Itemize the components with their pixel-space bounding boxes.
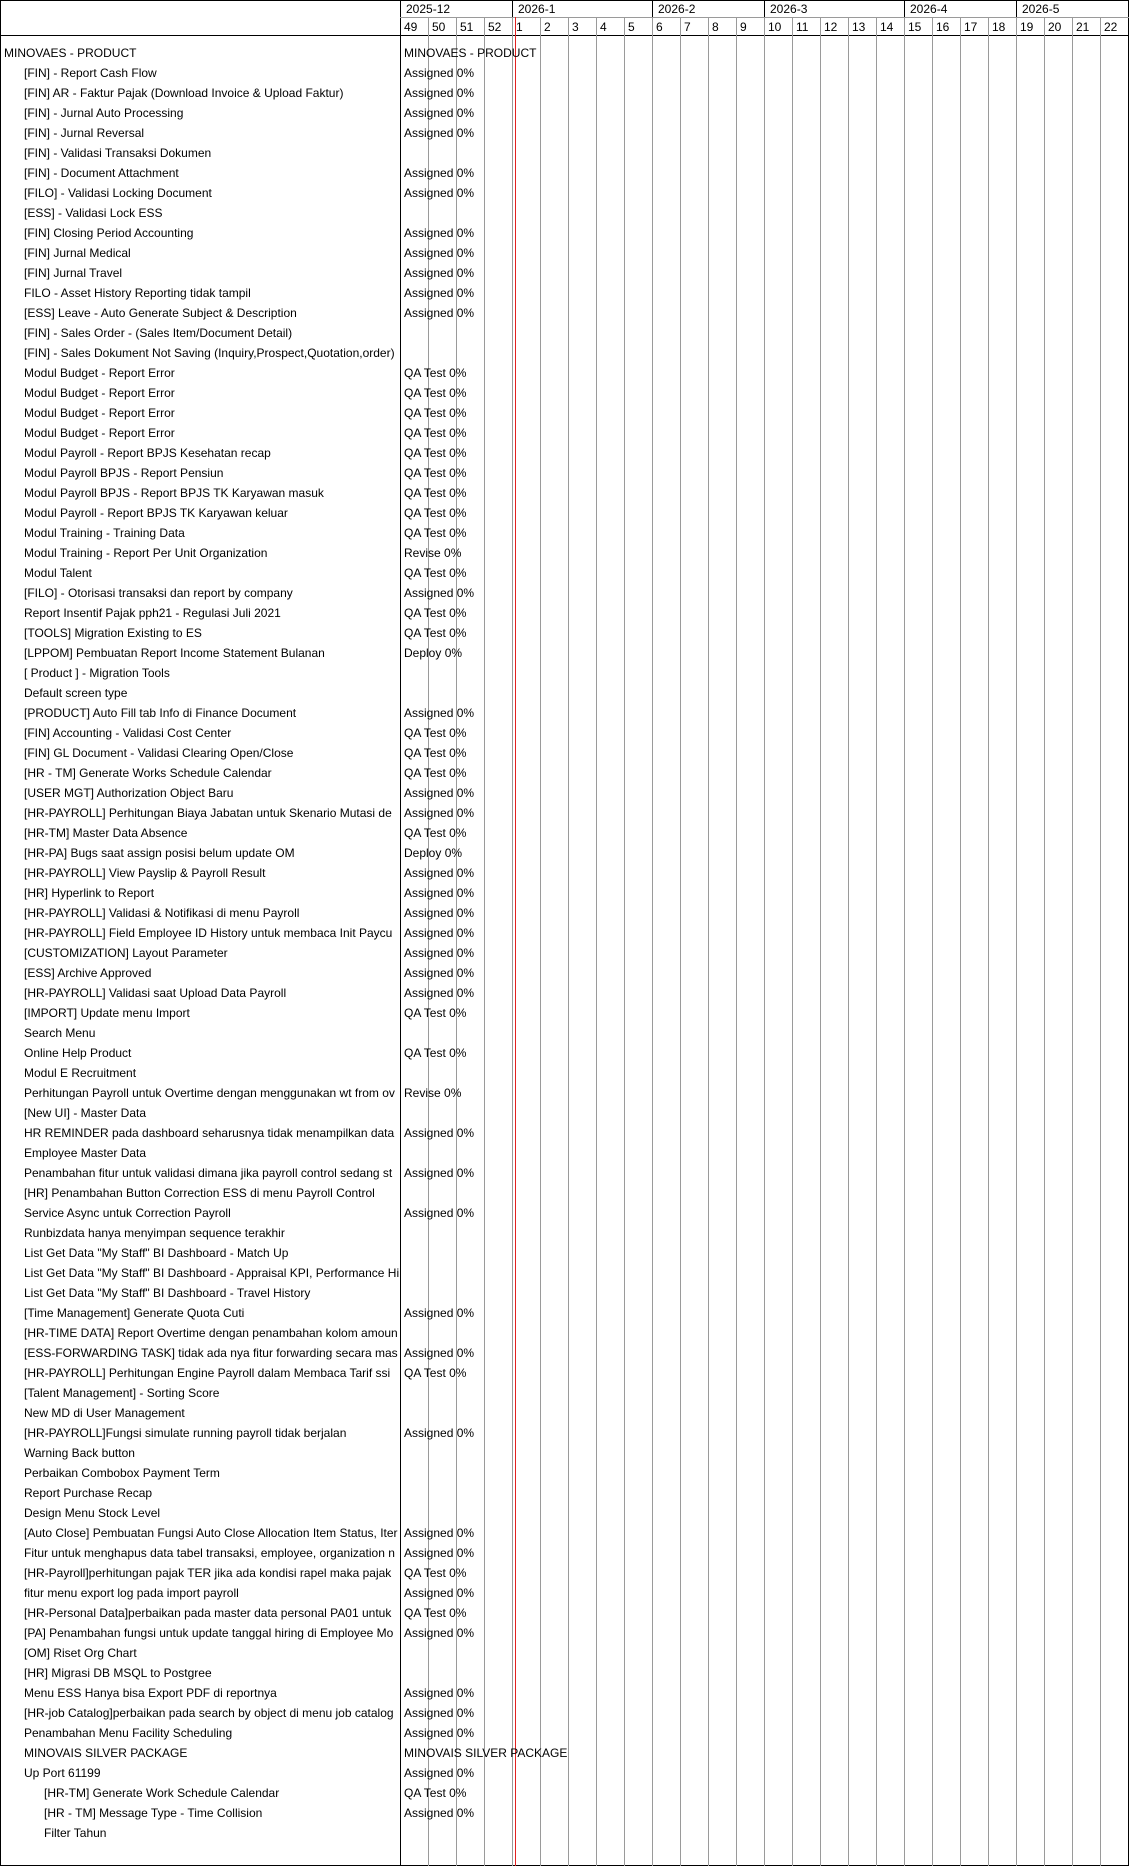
week-label: 49	[404, 20, 418, 34]
week-label: 2	[544, 20, 551, 34]
task-status: QA Test 0%	[404, 526, 467, 540]
task-status: QA Test 0%	[404, 1606, 467, 1620]
task-row[interactable]: [FIN] AR - Faktur Pajak (Download Invoice & Upload Faktur)	[24, 86, 344, 100]
month-label: 2026-2	[658, 2, 696, 16]
task-row[interactable]: [Talent Management] - Sorting Score	[24, 1386, 220, 1400]
task-row[interactable]: Modul Talent	[24, 566, 92, 580]
task-status: Revise 0%	[404, 546, 462, 560]
task-status: Assigned 0%	[404, 866, 475, 880]
task-status	[404, 343, 1124, 363]
task-row[interactable]: [FIN] - Sales Order - (Sales Item/Document Detail)	[24, 326, 293, 340]
task-row[interactable]: [FIN] - Sales Dokument Not Saving (Inquiry,Prospect,Quotation,order)	[24, 346, 395, 360]
task-row[interactable]: [HR-PAYROLL] Validasi saat Upload Data Payroll	[24, 986, 287, 1000]
task-row[interactable]: [FILO] - Validasi Locking Document	[24, 186, 212, 200]
task-row[interactable]: [FIN] Closing Period Accounting	[24, 226, 194, 240]
task-row[interactable]: List Get Data "My Staff" BI Dashboard - Match Up	[24, 1246, 289, 1260]
task-row[interactable]: [HR-PAYROLL] View Payslip & Payroll Result	[24, 866, 266, 880]
week-label: 19	[1020, 20, 1034, 34]
task-row[interactable]: [HR-TIME DATA] Report Overtime dengan penambahan kolom amoun	[24, 1326, 398, 1340]
task-row[interactable]: Warning Back button	[24, 1446, 135, 1460]
task-row[interactable]: [HR-job Catalog]perbaikan pada search by object di menu job catalog	[24, 1706, 394, 1720]
task-status: Assigned 0%	[404, 266, 475, 280]
task-row[interactable]: [HR-PAYROLL] Perhitungan Engine Payroll dalam Membaca Tarif ssi	[24, 1366, 391, 1380]
task-status: Deploy 0%	[404, 846, 463, 860]
task-row[interactable]: Modul Payroll - Report BPJS TK Karyawan keluar	[24, 506, 288, 520]
task-status: QA Test 0%	[404, 1366, 467, 1380]
task-status	[404, 323, 1124, 343]
task-status: Assigned 0%	[404, 1346, 475, 1360]
task-row[interactable]: List Get Data "My Staff" BI Dashboard - Appraisal KPI, Performance Hi	[24, 1266, 400, 1280]
task-row[interactable]: [TOOLS] Migration Existing to ES	[24, 626, 202, 640]
task-row[interactable]: [HR-PAYROLL] Validasi & Notifikasi di menu Payroll	[24, 906, 300, 920]
task-status: QA Test 0%	[404, 1006, 467, 1020]
task-status	[404, 1143, 1124, 1163]
task-row[interactable]: [LPPOM] Pembuatan Report Income Statement Bulanan	[24, 646, 325, 660]
task-status: QA Test 0%	[404, 766, 467, 780]
gantt-bars	[404, 43, 1124, 1843]
task-row[interactable]: [ESS] - Validasi Lock ESS	[24, 206, 163, 220]
task-status: QA Test 0%	[404, 1566, 467, 1580]
task-row[interactable]: [HR-PAYROLL]Fungsi simulate running payroll tidak berjalan	[24, 1426, 347, 1440]
task-status: Assigned 0%	[404, 886, 475, 900]
week-label: 1	[516, 20, 523, 34]
task-row[interactable]: [HR-PA] Bugs saat assign posisi belum update OM	[24, 846, 295, 860]
task-row[interactable]: Modul E Recruitment	[24, 1066, 137, 1080]
task-status	[404, 663, 1124, 683]
task-row[interactable]: Search Menu	[24, 1026, 96, 1040]
task-row[interactable]: fitur menu export log pada import payroll	[24, 1586, 239, 1600]
task-status: QA Test 0%	[404, 826, 467, 840]
task-status: Assigned 0%	[404, 706, 475, 720]
week-label: 6	[656, 20, 663, 34]
week-label: 7	[684, 20, 691, 34]
task-status: Assigned 0%	[404, 186, 475, 200]
task-status: QA Test 0%	[404, 606, 467, 620]
task-status: Assigned 0%	[404, 1426, 475, 1440]
task-status	[404, 1483, 1124, 1503]
task-status: Assigned 0%	[404, 1306, 475, 1320]
task-status	[404, 1023, 1124, 1043]
task-status: QA Test 0%	[404, 1786, 467, 1800]
task-row[interactable]: [PRODUCT] Auto Fill tab Info di Finance Document	[24, 706, 297, 720]
month-label: 2025-12	[406, 2, 451, 16]
task-status: Assigned 0%	[404, 1166, 475, 1180]
task-status: Assigned 0%	[404, 1126, 475, 1140]
task-status: Assigned 0%	[404, 1626, 475, 1640]
task-row[interactable]: [FIN] Jurnal Medical	[24, 246, 131, 260]
week-label: 20	[1048, 20, 1062, 34]
task-row[interactable]: Default screen type	[24, 686, 128, 700]
task-row[interactable]: Service Async untuk Correction Payroll	[24, 1206, 231, 1220]
task-row[interactable]: [Auto Close] Pembuatan Fungsi Auto Close Allocation Item Status, Iter	[24, 1526, 398, 1540]
task-status	[404, 1103, 1124, 1123]
task-row[interactable]: HR REMINDER pada dashboard seharusnya tidak menampilkan data	[24, 1126, 395, 1140]
task-row[interactable]: [HR - TM] Generate Works Schedule Calendar	[24, 766, 272, 780]
week-label: 4	[600, 20, 607, 34]
package-row[interactable]: Up Port 61199	[24, 1766, 101, 1780]
task-status: Deploy 0%	[404, 646, 463, 660]
task-status: QA Test 0%	[404, 506, 467, 520]
task-status: Assigned 0%	[404, 966, 475, 980]
task-row[interactable]: Modul Payroll BPJS - Report BPJS TK Karyawan masuk	[24, 486, 324, 500]
task-row[interactable]: Report Insentif Pajak pph21 - Regulasi Juli 2021	[24, 606, 281, 620]
month-label: 2026-5	[1022, 2, 1060, 16]
week-label: 21	[1076, 20, 1090, 34]
task-row[interactable]: Perhitungan Payroll untuk Overtime dengan menggunakan wt from ov	[24, 1086, 395, 1100]
task-status: Assigned 0%	[404, 66, 475, 80]
task-status: QA Test 0%	[404, 566, 467, 580]
task-status: Assigned 0%	[404, 126, 475, 140]
task-status: QA Test 0%	[404, 626, 467, 640]
task-row[interactable]: [FIN] - Document Attachment	[24, 166, 179, 180]
task-status: Assigned 0%	[404, 586, 475, 600]
month-label: 2026-1	[518, 2, 556, 16]
week-label: 8	[712, 20, 719, 34]
task-row[interactable]: Design Menu Stock Level	[24, 1506, 161, 1520]
task-status	[404, 683, 1124, 703]
task-status	[404, 1323, 1124, 1343]
task-status: QA Test 0%	[404, 386, 467, 400]
task-row[interactable]: List Get Data "My Staff" BI Dashboard - Travel History	[24, 1286, 311, 1300]
week-label: 18	[992, 20, 1006, 34]
task-row[interactable]: [CUSTOMIZATION] Layout Parameter	[24, 946, 228, 960]
week-label: 15	[908, 20, 922, 34]
week-label: 52	[488, 20, 502, 34]
task-status: Assigned 0%	[404, 946, 475, 960]
task-row[interactable]: Modul Training - Report Per Unit Organization	[24, 546, 268, 560]
month-label: 2026-4	[910, 2, 948, 16]
task-status: Assigned 0%	[404, 106, 475, 120]
task-status: Assigned 0%	[404, 286, 475, 300]
task-row[interactable]: [FIN] - Jurnal Reversal	[24, 126, 145, 140]
project-row[interactable]: MINOVAES - PRODUCT	[4, 46, 137, 60]
task-status: Assigned 0%	[404, 1706, 475, 1720]
month-separator	[1016, 0, 1017, 17]
task-row[interactable]: [ESS] Leave - Auto Generate Subject & Description	[24, 306, 297, 320]
task-status	[404, 1383, 1124, 1403]
task-status: Assigned 0%	[404, 1806, 475, 1820]
week-label: 12	[824, 20, 838, 34]
task-status: Assigned 0%	[404, 86, 475, 100]
task-row[interactable]: [FILO] - Otorisasi transaksi dan report by company	[24, 586, 293, 600]
task-status: Assigned 0%	[404, 1586, 475, 1600]
task-status: Assigned 0%	[404, 786, 475, 800]
month-separator	[652, 0, 653, 17]
task-row[interactable]: Employee Master Data	[24, 1146, 147, 1160]
month-separator	[904, 0, 905, 17]
task-row[interactable]: [FIN] Jurnal Travel	[24, 266, 123, 280]
week-label: 5	[628, 20, 635, 34]
task-row[interactable]: [New UI] - Master Data	[24, 1106, 147, 1120]
task-row[interactable]: Menu ESS Hanya bisa Export PDF di reportnya	[24, 1686, 277, 1700]
task-status: QA Test 0%	[404, 726, 467, 740]
task-row[interactable]: [FIN] Accounting - Validasi Cost Center	[24, 726, 232, 740]
week-label: 11	[796, 20, 809, 34]
task-row[interactable]: [HR-Personal Data]perbaikan pada master data personal PA01 untuk	[24, 1606, 392, 1620]
task-status: Assigned 0%	[404, 246, 475, 260]
task-status	[404, 1503, 1124, 1523]
task-row[interactable]: New MD di User Management	[24, 1406, 185, 1420]
task-status: Assigned 0%	[404, 166, 475, 180]
week-label: 10	[768, 20, 782, 34]
task-status	[404, 1463, 1124, 1483]
month-label: 2026-3	[770, 2, 808, 16]
task-row[interactable]: [FIN] - Report Cash Flow	[24, 66, 157, 80]
task-row[interactable]: [Time Management] Generate Quota Cuti	[24, 1306, 245, 1320]
task-row[interactable]: [IMPORT] Update menu Import	[24, 1006, 190, 1020]
task-row[interactable]: Modul Budget - Report Error	[24, 426, 175, 440]
task-status: Assigned 0%	[404, 1726, 475, 1740]
task-status: QA Test 0%	[404, 366, 467, 380]
task-row[interactable]: [HR-TM] Generate Work Schedule Calendar	[44, 1786, 280, 1800]
task-row[interactable]: [HR] Hyperlink to Report	[24, 886, 155, 900]
task-status	[404, 1403, 1124, 1423]
month-separator	[764, 0, 765, 17]
task-status	[404, 1183, 1124, 1203]
task-row[interactable]: Modul Budget - Report Error	[24, 366, 175, 380]
task-row[interactable]: [OM] Riset Org Chart	[24, 1646, 137, 1660]
task-status: MINOVAES - PRODUCT	[404, 46, 537, 60]
task-status: Assigned 0%	[404, 1766, 475, 1780]
task-row[interactable]: Online Help Product	[24, 1046, 132, 1060]
task-row[interactable]: Report Purchase Recap	[24, 1486, 153, 1500]
task-status: QA Test 0%	[404, 1046, 467, 1060]
task-status: QA Test 0%	[404, 426, 467, 440]
week-label: 9	[740, 20, 747, 34]
task-status	[404, 143, 1124, 163]
task-row[interactable]: [HR-TM] Master Data Absence	[24, 826, 188, 840]
task-row[interactable]: Fitur untuk menghapus data tabel transaksi, employee, organization n	[24, 1546, 395, 1560]
task-status: QA Test 0%	[404, 486, 467, 500]
task-status: QA Test 0%	[404, 746, 467, 760]
task-status	[404, 1063, 1124, 1083]
task-status: Revise 0%	[404, 1086, 462, 1100]
task-row[interactable]: Filter Tahun	[44, 1826, 107, 1840]
task-row[interactable]: Perbaikan Combobox Payment Term	[24, 1466, 220, 1480]
task-status	[404, 1243, 1124, 1263]
task-row[interactable]: [HR-PAYROLL] Perhitungan Biaya Jabatan untuk Skenario Mutasi de	[24, 806, 392, 820]
task-status	[404, 1443, 1124, 1463]
task-row[interactable]: [ESS-FORWARDING TASK] tidak ada nya fitur forwarding secara mas	[24, 1346, 398, 1360]
task-status: Assigned 0%	[404, 806, 475, 820]
task-row[interactable]: Modul Training - Training Data	[24, 526, 185, 540]
task-status	[404, 1263, 1124, 1283]
month-separator	[512, 0, 513, 17]
task-status: Assigned 0%	[404, 306, 475, 320]
task-row[interactable]: MINOVAIS SILVER PACKAGE	[24, 1746, 188, 1760]
task-status	[404, 1283, 1124, 1303]
task-row[interactable]: Penambahan fitur untuk validasi dimana jika payroll control sedang st	[24, 1166, 393, 1180]
task-status: Assigned 0%	[404, 226, 475, 240]
task-row[interactable]: FILO - Asset History Reporting tidak tampil	[24, 286, 251, 300]
week-label: 22	[1104, 20, 1118, 34]
task-status: Assigned 0%	[404, 1206, 475, 1220]
task-row[interactable]: [FIN] GL Document - Validasi Clearing Open/Close	[24, 746, 294, 760]
task-row[interactable]: [HR - TM] Message Type - Time Collision	[44, 1806, 263, 1820]
task-status: Assigned 0%	[404, 906, 475, 920]
task-row[interactable]: [ Product ] - Migration Tools	[24, 666, 170, 680]
week-label: 51	[460, 20, 474, 34]
week-label: 17	[964, 20, 978, 34]
week-label: 16	[936, 20, 950, 34]
task-row[interactable]: [HR-Payroll]perhitungan pajak TER jika ada kondisi rapel maka pajak	[24, 1566, 392, 1580]
task-status	[404, 1663, 1124, 1683]
task-status	[404, 1643, 1124, 1663]
task-row[interactable]: [HR] Migrasi DB MSQL to Postgree	[24, 1666, 212, 1680]
task-status: QA Test 0%	[404, 406, 467, 420]
task-list	[0, 43, 400, 1843]
task-status: Assigned 0%	[404, 1526, 475, 1540]
pane-divider[interactable]	[400, 0, 401, 1866]
task-row[interactable]: [HR-PAYROLL] Field Employee ID History untuk membaca Init Paycu	[24, 926, 393, 940]
task-status: Assigned 0%	[404, 926, 475, 940]
task-status: MINOVAIS SILVER PACKAGE	[404, 1746, 568, 1760]
task-status: Assigned 0%	[404, 1686, 475, 1700]
task-row[interactable]: Modul Payroll - Report BPJS Kesehatan recap	[24, 446, 271, 460]
task-row[interactable]: [ESS] Archive Approved	[24, 966, 152, 980]
week-label: 13	[852, 20, 866, 34]
week-label: 14	[880, 20, 894, 34]
task-status: QA Test 0%	[404, 446, 467, 460]
task-row[interactable]: Modul Payroll BPJS - Report Pensiun	[24, 466, 224, 480]
task-row[interactable]: [HR] Penambahan Button Correction ESS di menu Payroll Control	[24, 1186, 375, 1200]
task-row[interactable]: Runbizdata hanya menyimpan sequence terakhir	[24, 1226, 285, 1240]
task-row[interactable]: [FIN] - Jurnal Auto Processing	[24, 106, 184, 120]
task-status	[404, 1223, 1124, 1243]
task-status: QA Test 0%	[404, 466, 467, 480]
task-status: Assigned 0%	[404, 986, 475, 1000]
task-status	[404, 203, 1124, 223]
week-label: 3	[572, 20, 579, 34]
task-row[interactable]: [FIN] - Validasi Transaksi Dokumen	[24, 146, 212, 160]
task-row[interactable]: Modul Budget - Report Error	[24, 406, 175, 420]
task-row[interactable]: Modul Budget - Report Error	[24, 386, 175, 400]
task-status: Assigned 0%	[404, 1546, 475, 1560]
task-row[interactable]: [PA] Penambahan fungsi untuk update tanggal hiring di Employee Mo	[24, 1626, 394, 1640]
task-row[interactable]: Penambahan Menu Facility Scheduling	[24, 1726, 233, 1740]
task-status	[404, 1823, 1124, 1843]
week-label: 50	[432, 20, 446, 34]
task-row[interactable]: [USER MGT] Authorization Object Baru	[24, 786, 234, 800]
